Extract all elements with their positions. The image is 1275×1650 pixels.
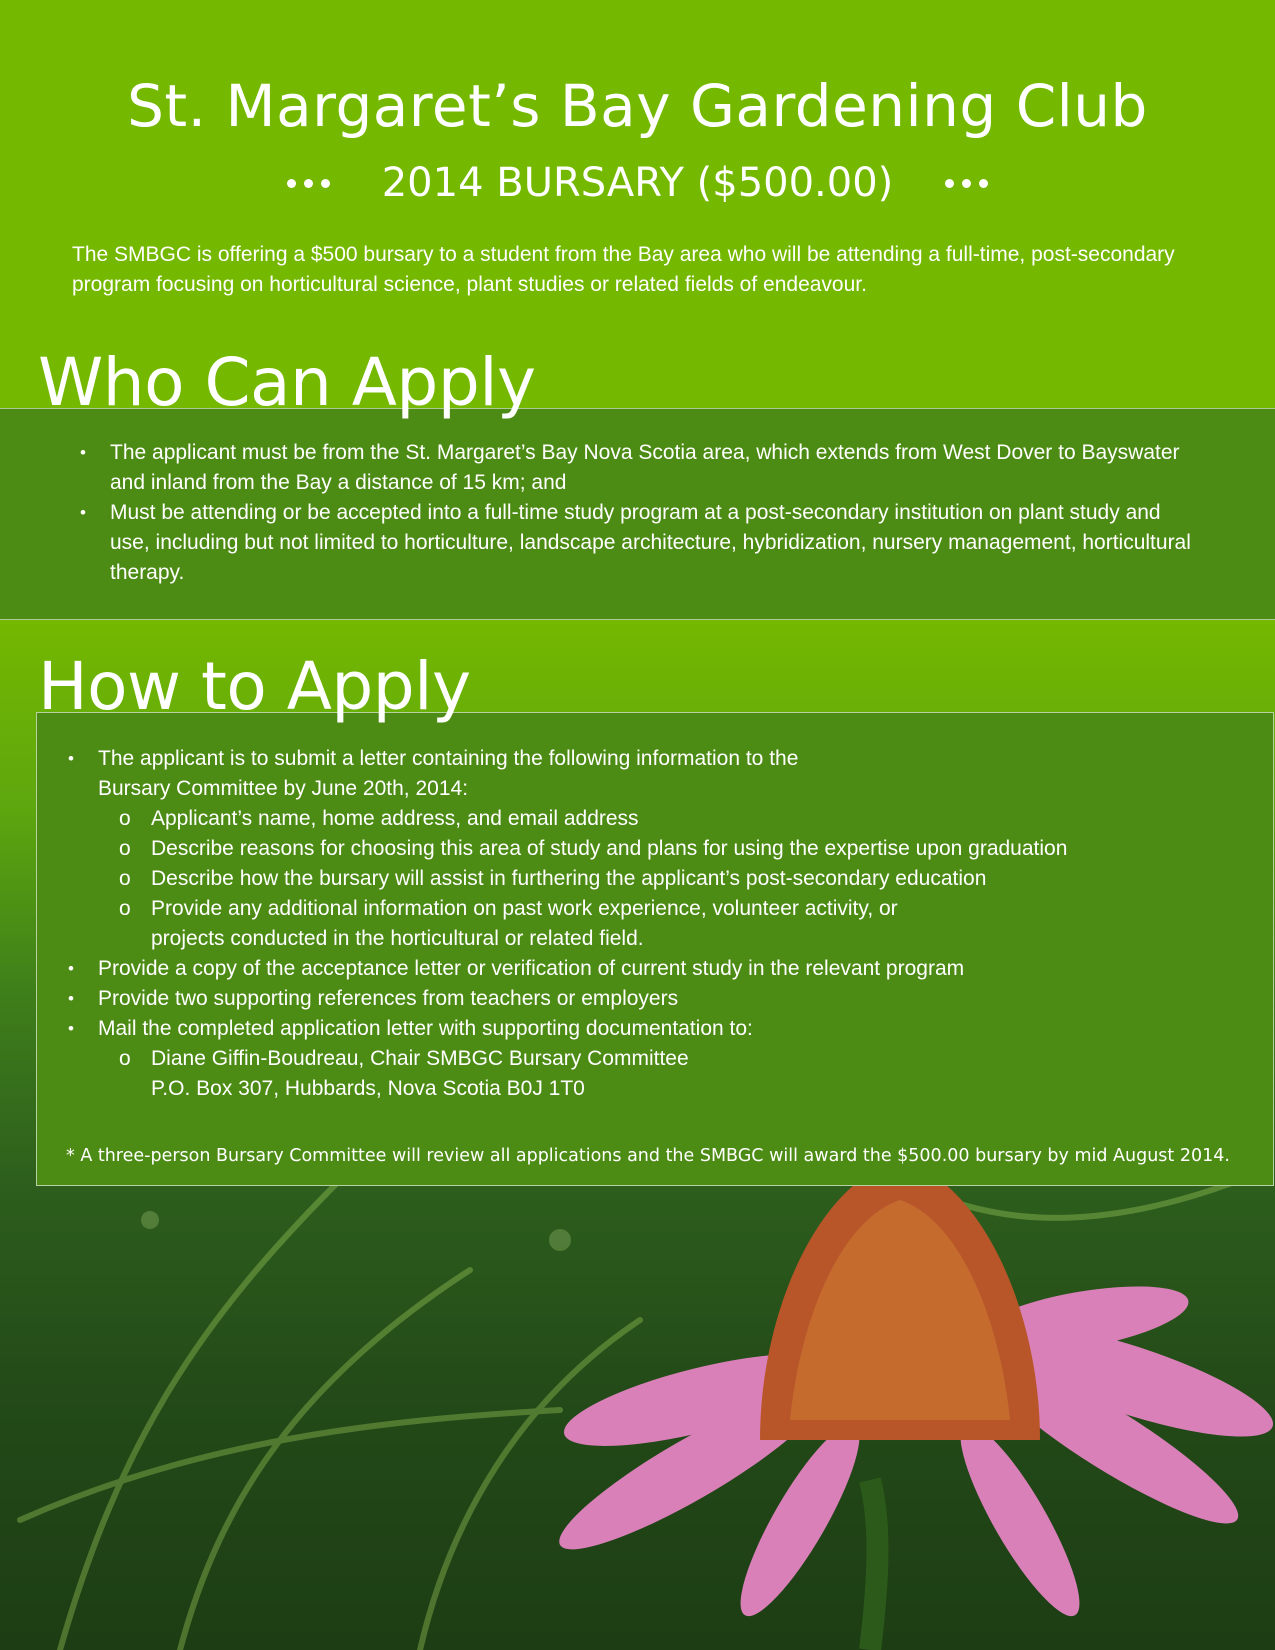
review-note: * A three-person Bursary Committee will review all applications and the SMBGC will award the $500.00 bursary by mid August 2014. <box>66 1146 1230 1166</box>
right-dots-ornament <box>945 179 988 188</box>
left-dots-ornament <box>287 179 330 188</box>
list-item: • Provide a copy of the acceptance letter or verification of current study in the relevant program <box>60 954 1260 984</box>
sub-bullet-marker: o <box>119 897 131 920</box>
list-item: • Must be attending or be accepted into a full-time study program at a post-secondary institution on plant study and use, including but not limited to horticulture, landscape architecture, hybridization, nursery management, horticultural therapy. <box>72 498 1192 588</box>
bursary-subtitle: 2014 BURSARY ($500.00) <box>381 160 894 206</box>
sub-bullet-marker: o <box>119 1047 131 1070</box>
sub-list-item: o Describe reasons for choosing this area of study and plans for using the expertise upon graduation <box>60 834 1260 864</box>
how-to-apply-list <box>60 744 1260 1104</box>
list-item: • Provide two supporting references from teachers or employers <box>60 984 1260 1014</box>
who-can-apply-heading: Who Can Apply <box>38 344 536 421</box>
submit-letter-item: • The applicant is to submit a letter containing the following information to the Bursary Committee by June 20th, 2014: <box>98 747 799 800</box>
address-line: P.O. Box 307, Hubbards, Nova Scotia B0J 1T0 <box>151 1077 585 1100</box>
sub-bullet-marker: o <box>119 837 131 860</box>
sub-bullet-marker: o <box>119 867 131 890</box>
sub-list-item: o Applicant’s name, home address, and email address <box>60 804 1260 834</box>
list-item: • Mail the completed application letter with supporting documentation to: <box>60 1014 1260 1044</box>
page-title: St. Margaret’s Bay Gardening Club <box>127 72 1148 140</box>
how-to-apply-heading: How to Apply <box>38 648 471 725</box>
list-item <box>60 744 1260 804</box>
who-can-apply-list <box>72 438 1192 588</box>
subtitle-row <box>0 160 1275 206</box>
list-item: • The applicant must be from the St. Margaret’s Bay Nova Scotia area, which extends from West Dover to Bayswater and inland from the Bay a distance of 15 km; and <box>72 438 1192 498</box>
intro-paragraph: The SMBGC is offering a $500 bursary to a student from the Bay area who will be attending a full-time, post-secondary program focusing on horticultural science, plant studies or related fields of endeavour. <box>72 243 1175 296</box>
sub-list-item: o Describe how the bursary will assist in furthering the applicant’s post-secondary education <box>60 864 1260 894</box>
address-line: Diane Giffin-Boudreau, Chair SMBGC Bursary Committee <box>151 1047 689 1070</box>
sub-list-item: o Provide any additional information on past work experience, volunteer activity, or projects conducted in the horticultural or related field. <box>60 894 1260 954</box>
sub-bullet-marker: o <box>119 807 131 830</box>
mailing-address <box>60 1044 1260 1104</box>
